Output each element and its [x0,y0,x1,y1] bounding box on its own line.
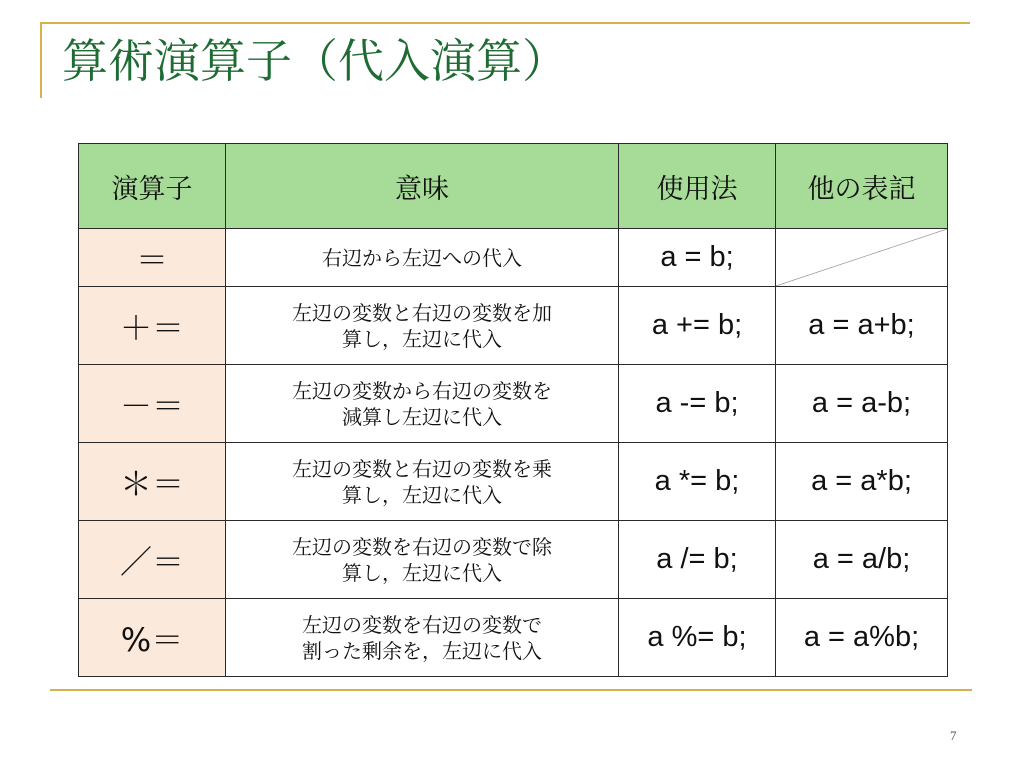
table-row [79,229,948,287]
table-row [79,521,948,599]
table-row [79,443,948,521]
diagonal-slash [776,229,947,286]
alt-notation-cell: a = a*b; [776,443,948,521]
usage-cell: a *= b; [619,443,776,521]
usage-cell: a %= b; [619,599,776,677]
alt-notation-cell-empty [776,229,948,287]
operator-cell: ＝ [79,229,226,287]
meaning-line: 減算し左辺に代入 [342,404,502,429]
alt-notation-cell: a = a%b; [776,599,948,677]
meaning-cell [226,443,619,521]
table-header-row [79,144,948,229]
operator-table [78,143,948,677]
meaning-cell [226,599,619,677]
alt-notation-cell: a = a/b; [776,521,948,599]
meaning-line: 左辺の変数を右辺の変数で [302,612,542,637]
table-row [79,599,948,677]
meaning-cell [226,287,619,365]
operator-cell: －＝ [79,365,226,443]
header-operator: 演算子 [79,144,226,229]
table-row [79,287,948,365]
slide-title: 算術演算子（代入演算） [62,34,568,88]
meaning-line: 左辺の変数から右辺の変数を [292,378,552,403]
meaning-cell [226,229,619,287]
header-usage: 使用法 [619,144,776,229]
alt-notation-cell: a = a+b; [776,287,948,365]
meaning-line: 算し，左辺に代入 [342,560,502,585]
meaning-line: 左辺の変数と右辺の変数を加 [292,300,552,325]
operator-cell: ＊＝ [79,443,226,521]
alt-notation-cell: a = a-b; [776,365,948,443]
operator-cell: %＝ [79,599,226,677]
meaning-line: 左辺の変数を右辺の変数で除 [292,534,552,559]
table-row [79,365,948,443]
meaning-cell [226,521,619,599]
header-meaning: 意味 [226,144,619,229]
title-frame-top-rule [40,22,970,24]
operator-cell: ／＝ [79,521,226,599]
usage-cell: a += b; [619,287,776,365]
header-alt-notation: 他の表記 [776,144,948,229]
meaning-line: 右辺から左辺への代入 [322,245,522,270]
operator-cell: ＋＝ [79,287,226,365]
usage-cell: a /= b; [619,521,776,599]
meaning-cell [226,365,619,443]
footer-rule [50,689,972,691]
usage-cell: a -= b; [619,365,776,443]
page-number: 7 [950,728,957,743]
meaning-line: 左辺の変数と右辺の変数を乗 [292,456,552,481]
meaning-line: 算し，左辺に代入 [342,482,502,507]
usage-cell: a = b; [619,229,776,287]
meaning-line: 割った剰余を，左辺に代入 [302,638,542,663]
title-frame-left-rule [40,22,42,98]
meaning-line: 算し，左辺に代入 [342,326,502,351]
